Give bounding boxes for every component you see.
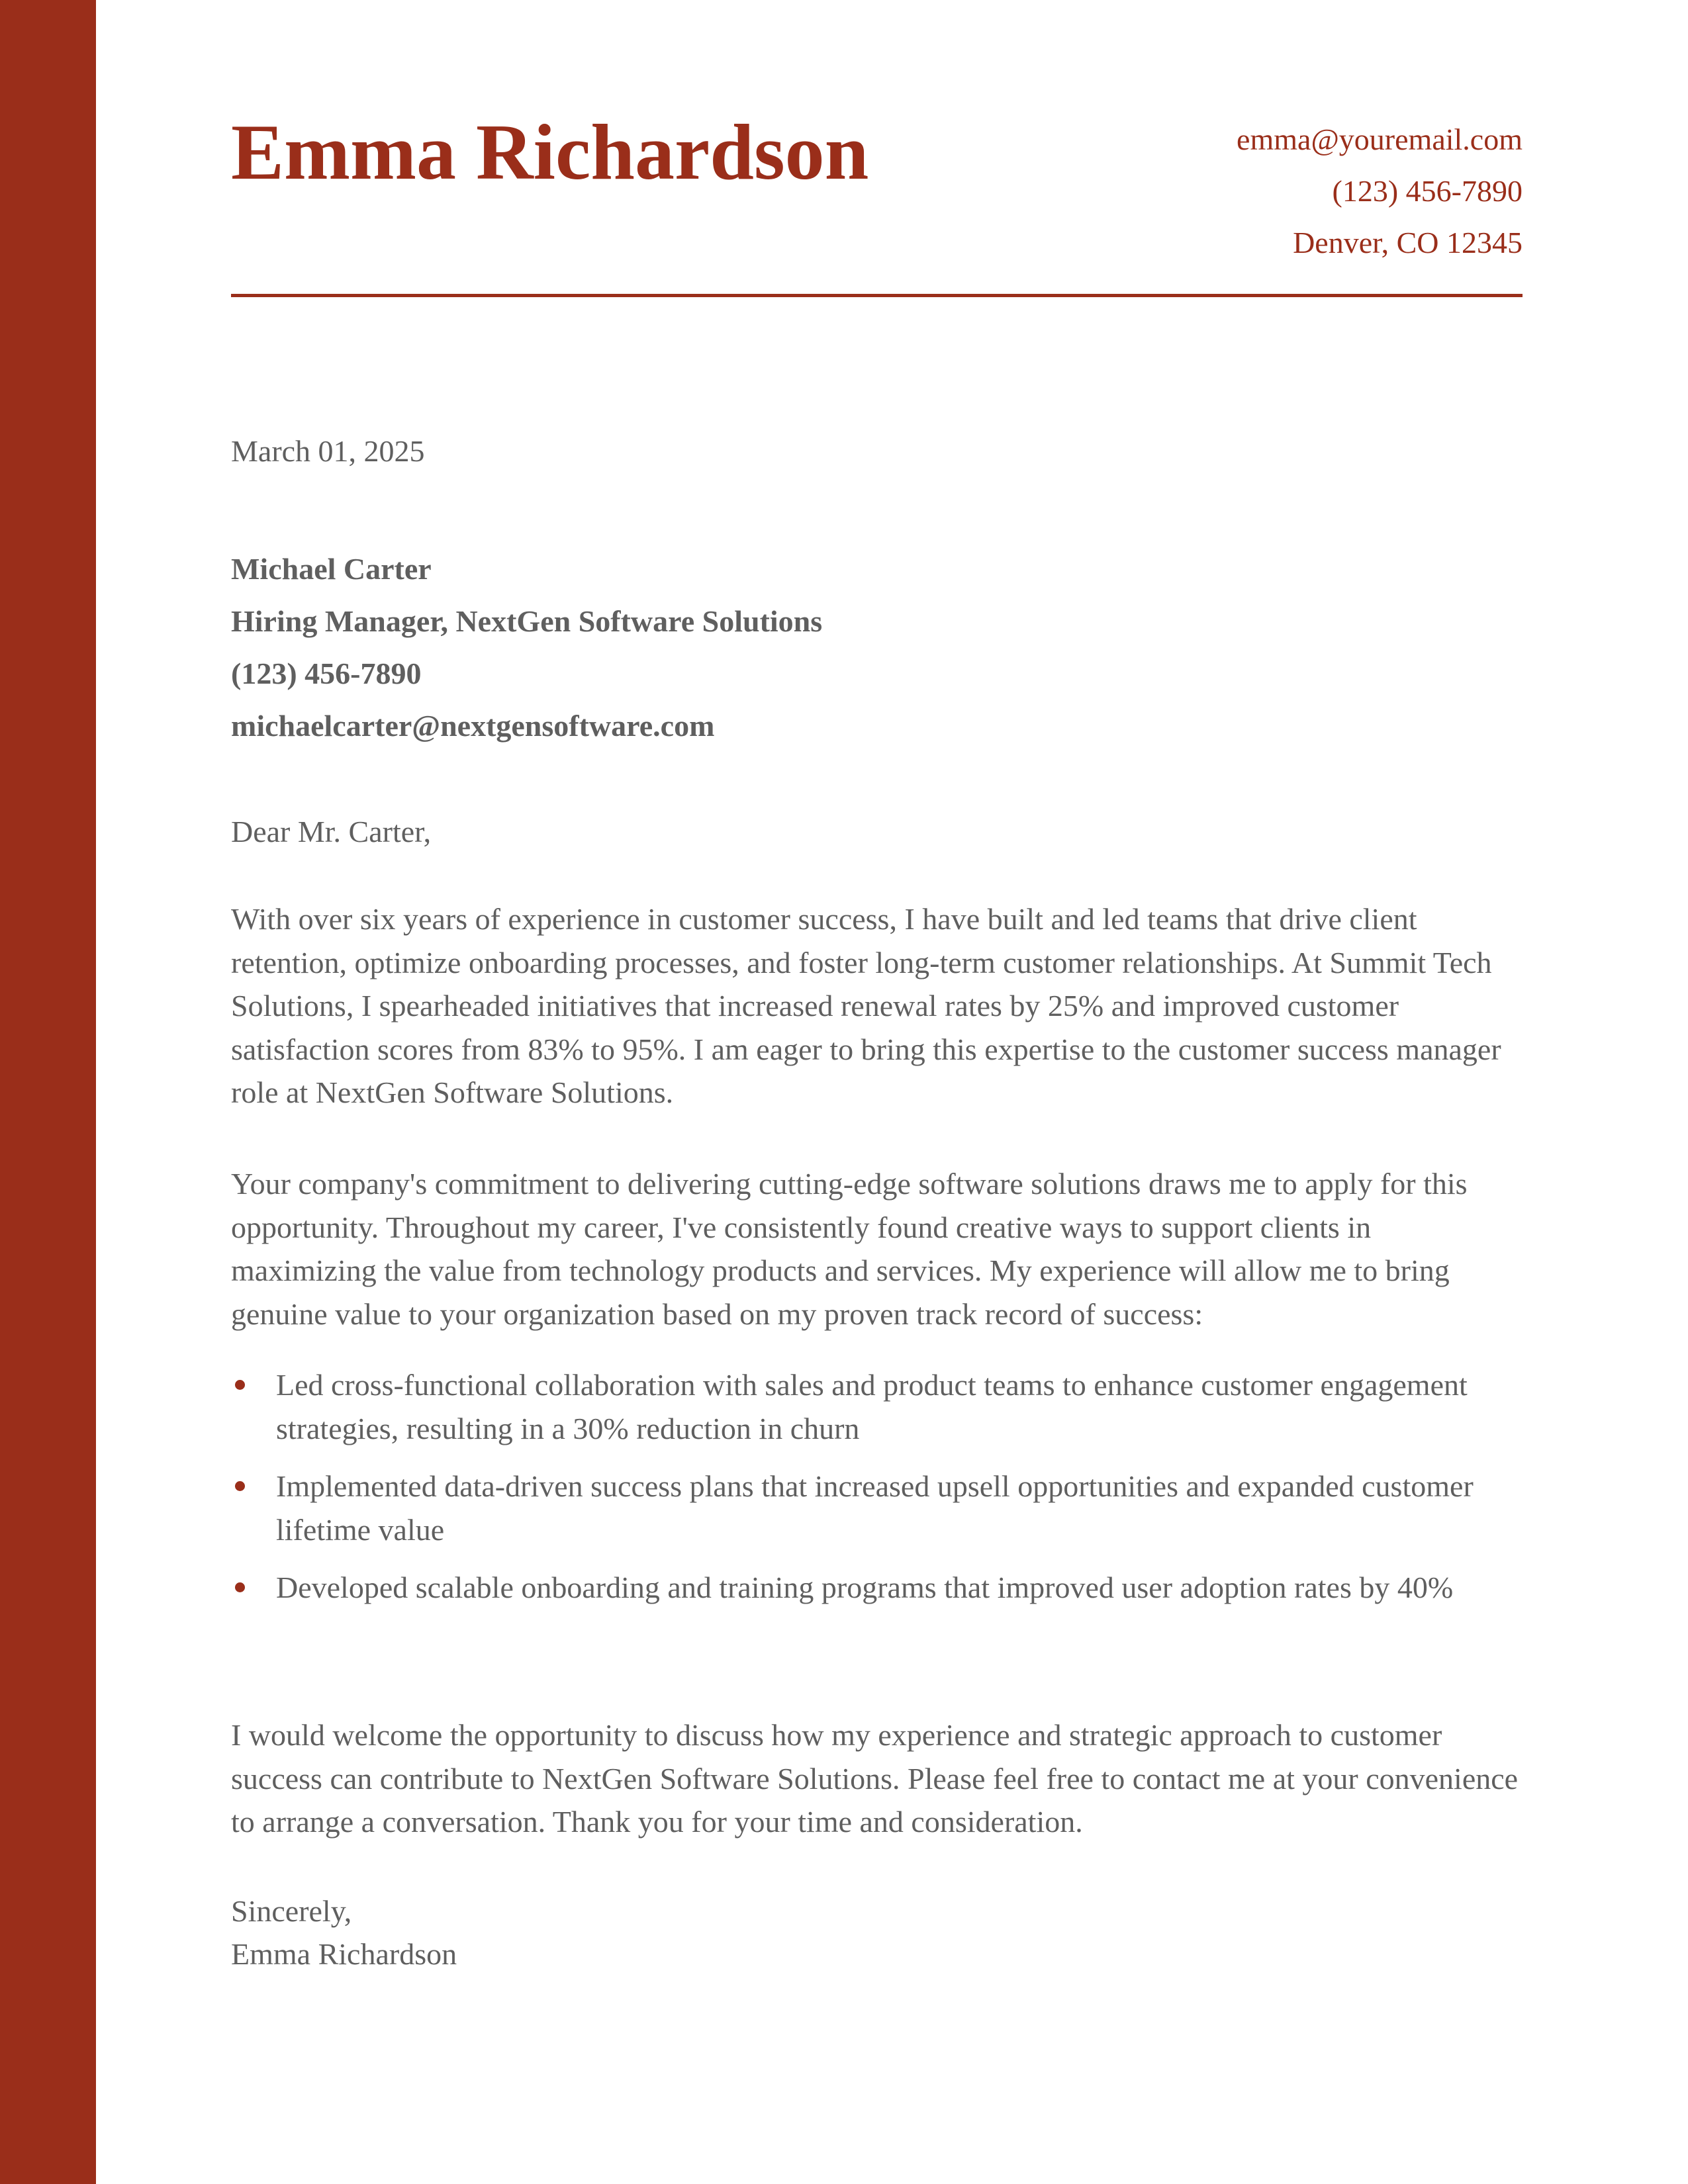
sender-phone: (123) 456-7890 bbox=[1332, 174, 1523, 208]
accent-sidebar bbox=[0, 0, 96, 2184]
recipient-title: Hiring Manager, NextGen Software Solutions bbox=[231, 604, 823, 638]
sender-location: Denver, CO 12345 bbox=[1293, 226, 1523, 259]
body-paragraph-2: Your company's commitment to delivering cutting-edge software solutions draws me to apply for this opportunity. Throughout my career, I've consistently found creative ways to support clients in maximizing the value from technology products and services. My experience will allow me to bring genuine value to your organization based on my proven track record of success: bbox=[231, 1167, 1468, 1331]
bullet-icon bbox=[235, 1582, 245, 1592]
recipient-phone: (123) 456-7890 bbox=[231, 657, 422, 690]
letter-header bbox=[231, 0, 1523, 298]
list-item bbox=[231, 1465, 1523, 1551]
letter-date: March 01, 2025 bbox=[231, 434, 425, 468]
signoff: Sincerely, bbox=[231, 1894, 352, 1928]
recipient-email: michaelcarter@nextgensoftware.com bbox=[231, 709, 715, 743]
sender-contact bbox=[1237, 114, 1523, 269]
list-item-text: Developed scalable onboarding and training programs that improved user adoption rates by 40% bbox=[276, 1570, 1454, 1604]
bullet-icon bbox=[235, 1481, 245, 1491]
sender-name: Emma Richardson bbox=[231, 108, 869, 196]
list-item-text: Led cross-functional collaboration with sales and product teams to enhance customer engagement strategies, resulting in a 30% reduction in churn bbox=[276, 1368, 1468, 1445]
sender-email: emma@youremail.com bbox=[1237, 122, 1523, 156]
recipient-block bbox=[231, 543, 822, 752]
list-item-text: Implemented data-driven success plans that increased upsell opportunities and expanded customer lifetime value bbox=[276, 1469, 1474, 1547]
salutation: Dear Mr. Carter, bbox=[231, 815, 432, 848]
cover-letter-page bbox=[231, 0, 1523, 1971]
closing-block bbox=[231, 1889, 457, 1976]
body-paragraph-1: With over six years of experience in customer success, I have built and led teams that drive client retention, optimize onboarding processes, and foster long-term customer relationships. At Summit Tech Solutions, I spearheaded initiatives that increased renewal rates by 25% and improved customer satisfaction scores from 83% to 95%. I am eager to bring this expertise to the customer success manager role at NextGen Software Solutions. bbox=[231, 902, 1501, 1109]
body-paragraph-3: I would welcome the opportunity to discuss how my experience and strategic approach to customer success can contribute to NextGen Software Solutions. Please feel free to contact me at your convenience to arrange a conversation. Thank you for your time and consideration. bbox=[231, 1718, 1519, 1839]
bullet-icon bbox=[235, 1380, 245, 1390]
signature: Emma Richardson bbox=[231, 1937, 457, 1971]
list-item bbox=[231, 1363, 1523, 1450]
recipient-name: Michael Carter bbox=[231, 552, 432, 586]
header-divider bbox=[231, 294, 1523, 297]
achievements-list bbox=[231, 1363, 1523, 1624]
list-item bbox=[231, 1566, 1523, 1610]
